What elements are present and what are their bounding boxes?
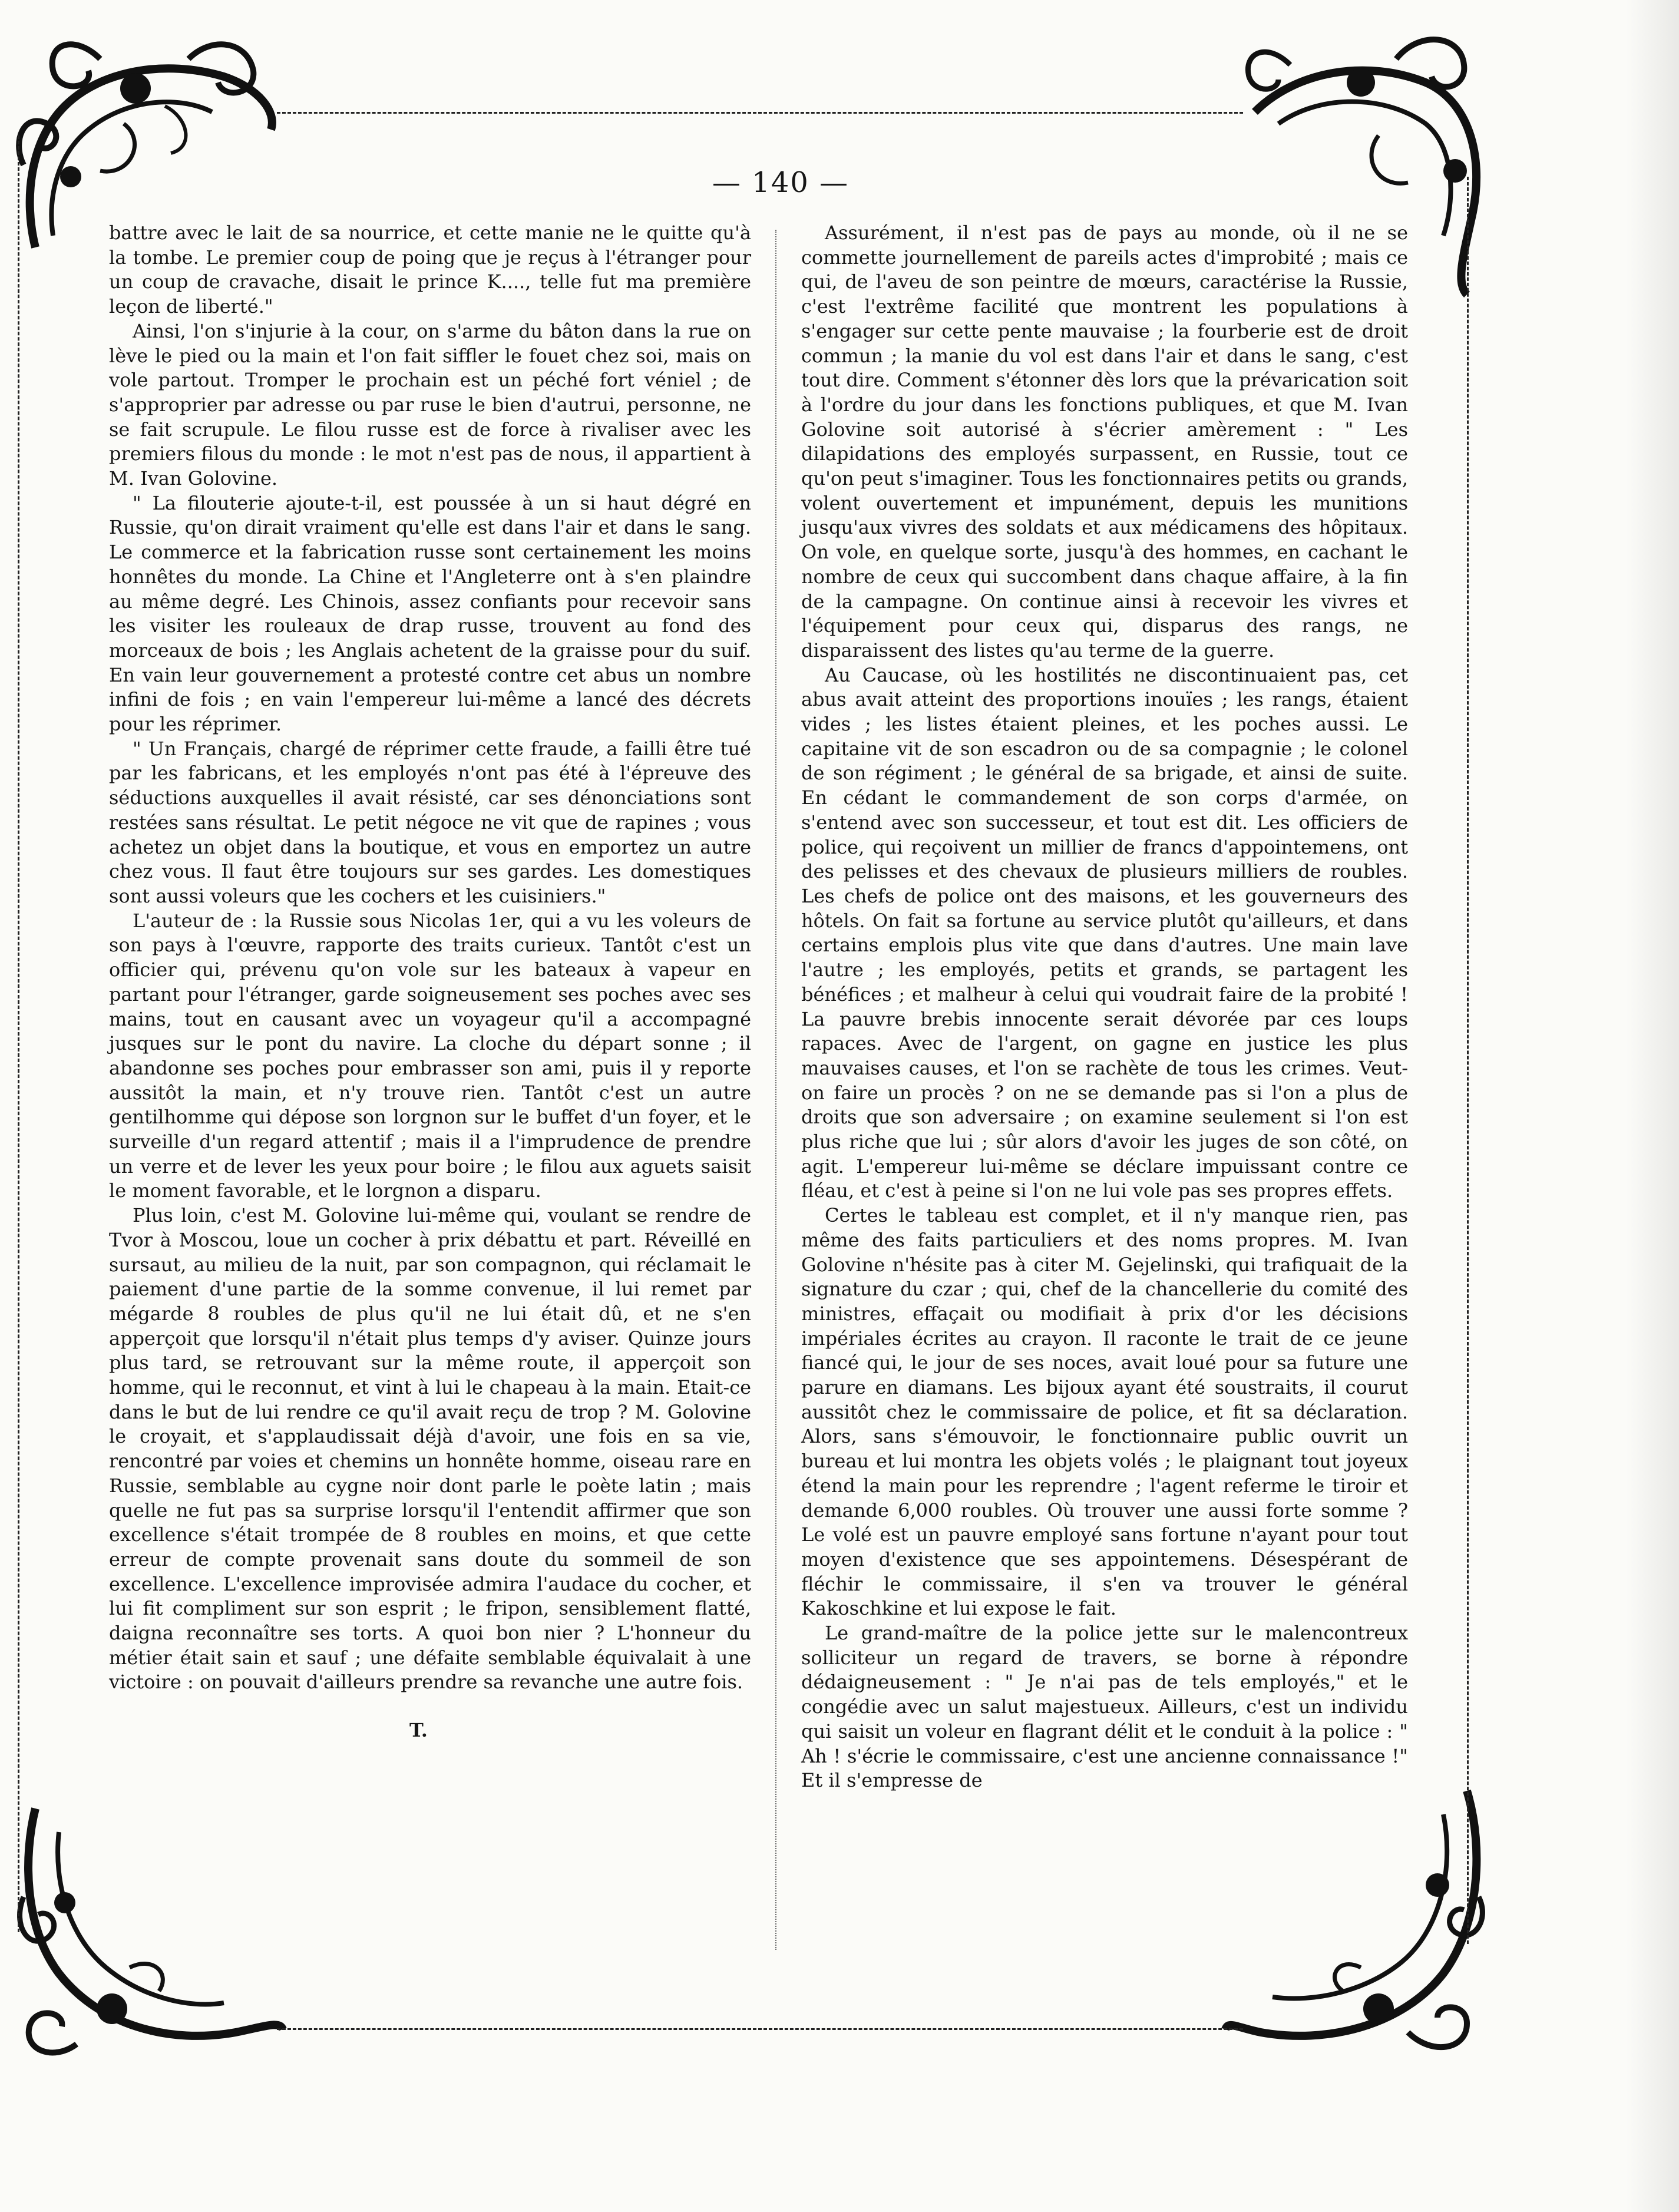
author-signature: T. xyxy=(409,1719,428,1742)
right-column xyxy=(801,221,1408,1793)
left-column xyxy=(109,221,751,1743)
frame-rule-bottom xyxy=(277,2028,1243,2031)
ornament-bottom-right xyxy=(1219,1779,1490,2068)
paragraph: " La filouterie ajoute-t-il, est poussée à un si haut dégré en Russie, qu'on dirait vraiment qu'elle est dans l'air et dans le sang. Le commerce et la fabrication russe sont certainement les moins honnêtes du monde. La Chine et l'Angleterre ont à s'en plaindre au même degré. Les Chinois, assez confiants pour recevoir sans les visiter les rouleaux de drap russe, trouvent au fond des morceaux de bois ; les Anglais achetent de la graisse pour du suif. En vain leur gouvernement a protesté contre cet abus un nombre infini de fois ; en vain l'empereur lui-même a lancé des décrets pour les réprimer. xyxy=(109,491,751,736)
paragraph: " Un Français, chargé de réprimer cette fraude, a failli être tué par les fabricans, et les employés n'ont pas été à l'épreuve des séductions auxquelles il avait résisté, car ses dénonciations sont restées sans résultat. Le petit négoce ne vit que de rapines ; vous achetez un objet dans la boutique, et vous en emportez un autre chez vous. Il faut être toujours sur ses gardes. Les domestiques sont aussi voleurs que les cochers et les cuisiniers." xyxy=(109,737,751,907)
page-number: — 140 — xyxy=(712,166,850,199)
paragraph: L'auteur de : la Russie sous Nicolas 1er, qui a vu les voleurs de son pays à l'œuvre, rapporte des traits curieux. Tantôt c'est un officier qui, prévenu qu'on vole sur les bateaux à vapeur en partant pour l'étranger, garde soigneusement ses poches avec ses mains, tout en causant avec un voyageur qu'il a accompagné jusques sur le pont du navire. La cloche du départ sonne ; il abandonne ses poches pour embrasser son ami, puis il y reporte aussitôt la main, et n'y trouve rien. Tantôt c'est un autre gentilhomme qui dépose son lorgnon sur le buffet d'un foyer, et le surveille d'un regard attentif ; mais il a l'imprudence de prendre un verre et de lever les yeux pour boire ; le filou aux aguets saisit le moment favorable, et le lorgnon a disparu. xyxy=(109,909,751,1202)
paragraph: Assurément, il n'est pas de pays au monde, où il ne se commette journellement de pareils actes d'improbité ; mais ce qui, de l'aveu de son peintre de mœurs, caractérise la Russie, c'est l'extrême facilité que montrent les populations à s'engager sur cette pente mauvaise ; la fourberie est de droit commun ; la manie du vol est dans l'air et dans le sang, c'est tout dire. Comment s'étonner dès lors que la prévarication soit à l'ordre du jour dans les fonctions publiques, et que M. Ivan Golovine soit autorisé à s'écrier amèrement : " Les dilapidations des employés surpassent, en Russie, tout ce qu'on peut s'imaginer. Tous les fonctionnaires petits ou grands, volent ouvertement et impunément, depuis les munitions jusqu'aux vivres des soldats et aux médicamens des hôpitaux. On vole, en quelque sorte, jusqu'à des hommes, en cachant le nombre de ceux qui succombent dans chaque affaire, à la fin de la campagne. On continue ainsi à recevoir les vivres et l'équipement pour ceux qui, disparus des rangs, ne disparaissent des listes qu'au terme de la guerre. xyxy=(801,221,1408,662)
paragraph: Le grand-maître de la police jette sur le malencontreux solliciteur un regard de travers, se borne à répondre dédaigneusement : " Je n'ai pas de tels employés," et le congédie avec un salut majestueux. Ailleurs, c'est un individu qui saisit un voleur en flagrant délit et le conduit à la police : " Ah ! s'écrie le commissaire, c'est une ancienne connaissance !" Et il s'empresse de xyxy=(801,1622,1408,1792)
paragraph: Plus loin, c'est M. Golovine lui-même qui, voulant se rendre de Tvor à Moscou, loue un cocher à prix débattu et part. Réveillé en sursaut, au milieu de la nuit, par son compagnon, qui réclamait le paiement d'une partie de la somme convenue, il lui remet par mégarde 8 roubles de plus qu'il ne lui était dû, et ne s'en apperçoit que lorsqu'il n'était plus temps d'y aviser. Quinze jours plus tard, se retrouvant sur la même route, il apperçoit son homme, qui le reconnut, et vint à lui le chapeau à la main. Etait-ce dans le but de lui rendre ce qu'il avait reçu de trop ? M. Golovine le croyait, et s'applaudissait déjà d'avoir, une fois en sa vie, rencontré par voies et chemins un honnête homme, oiseau rare en Russie, semblable au cygne noir dont parle le poète latin ; mais quelle ne fut pas sa surprise lorsqu'il l'entendit affirmer que son excellence s'était trompée de 8 roubles en moins, et que cette erreur de compte provenait sans doute du sommeil de son excellence. L'excellence improvisée admira l'audace du cocher, et lui fit compliment sur son esprit ; le fripon, sensiblement flatté, daigna reconnaître ses torts. A quoi bon nier ? L'honneur du métier était sain et sauf ; une défaite semblable équivalait à une victoire : on pouvait d'ailleurs prendre sa revanche une autre fois. xyxy=(109,1204,751,1694)
page-edge-shadow xyxy=(1626,0,1679,2212)
paragraph: Ainsi, l'on s'injurie à la cour, on s'arme du bâton dans la rue on lève le pied ou la main et l'on fait siffler le fouet chez soi, mais on vole partout. Tromper le prochain est un péché fort véniel ; de s'approprier par adresse ou par ruse le bien d'autrui, personne, ne se fait scrupule. Le filou russe est de force à rivaliser avec les premiers filous du monde : le mot n'est pas de nous, il appartient à M. Ivan Golovine. xyxy=(109,319,751,490)
column-divider xyxy=(775,230,776,1950)
ornament-bottom-left xyxy=(12,1797,289,2068)
frame-rule-top xyxy=(277,112,1243,115)
paragraph: Au Caucase, où les hostilités ne discontinuaient pas, cet abus avait atteint des proportions inouïes ; les rangs, étaient vides ; les listes étaient pleines, et les poches aussi. Le capitaine vit de son escadron ou de sa compagnie ; le colonel de son régiment ; le général de sa brigade, et ainsi de suite. En cédant le commandement de son corps d'armée, on s'entend avec son successeur, et tout est dit. Les officiers de police, qui reçoivent un millier de francs d'appointemens, ont des pelisses et des chevaux de plusieurs milliers de roubles. Les chefs de police ont des maisons, et les gouverneurs des hôtels. On fait sa fortune au service plutôt qu'ailleurs, et dans certains emplois plus vite que dans d'autres. Une main lave l'autre ; les employés, petits et grands, se partagent les bénéfices ; et malheur à celui qui voudrait faire de la probité ! La pauvre brebis innocente serait dévorée par ces loups rapaces. Avec de l'argent, on gagne en justice les plus mauvaises causes, et l'on se rachète de tous les crimes. Veut-on faire un procès ? on ne se demande pas si l'on a plus de droits que son adversaire ; on examine seulement si l'on est plus riche que lui ; sûr alors d'avoir les juges de son côté, on agit. L'empereur lui-même se déclare impuissant contre ce fléau, et c'est à peine si l'on ne lui vole pas ses propres effets. xyxy=(801,663,1408,1202)
paragraph: Certes le tableau est complet, et il n'y manque rien, pas même des faits particuliers et des noms propres. M. Ivan Golovine n'hésite pas à citer M. Gejelinski, qui trafiquait de la signature du czar ; qui, chef de la chancellerie du comité des ministres, effaçait ou modifiait à prix d'or les décisions impériales écrites au crayon. Il raconte le trait de ce jeune fiancé qui, le jour de ses noces, avait loué pour sa future une parure en diamans. Les bijoux ayant été soustraits, il courut aussitôt chez le commissaire de police, et fit sa déclaration. Alors, sans s'émouvoir, le fonctionnaire public ouvrit un bureau et lui montra les objets volés ; le plaignant tout joyeux étend la main pour les reprendre ; l'agent referme le tiroir et demande 6,000 roubles. Où trouver une aussi forte somme ? Le volé est un pauvre employé sans fortune n'ayant pour tout moyen d'existence que ses appointemens. Désespérant de fléchir le commissaire, il s'en va trouver le général Kakoschkine et lui expose le fait. xyxy=(801,1204,1408,1620)
paragraph: battre avec le lait de sa nourrice, et cette manie ne le quitte qu'à la tombe. Le premier coup de poing que je reçus à l'étranger pour un coup de cravache, disait le prince K...., telle fut ma première leçon de liberté." xyxy=(109,221,751,318)
frame-rule-right xyxy=(1467,177,1470,1944)
frame-rule-left xyxy=(18,135,21,1932)
